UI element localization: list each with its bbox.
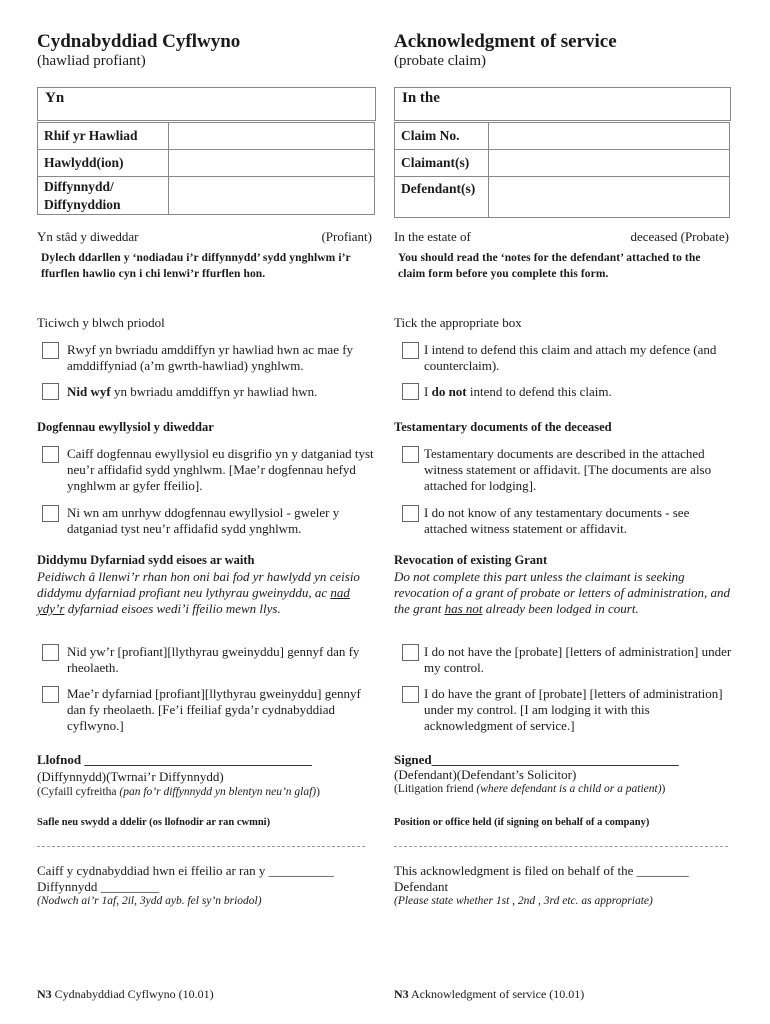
court-field-english[interactable] [394, 87, 731, 121]
not-defend-rest-english: intend to defend this claim. [466, 384, 612, 399]
filed-line1-welsh[interactable]: Caiff y cydnabyddiad hwn ei ffeilio ar ran y __________ [37, 863, 334, 878]
litigation-italic-welsh: (pan fo’r diffynnydd yn blentyn neu’n glaf) [119, 786, 317, 798]
not-defend-bold-welsh: Nid wyf [67, 384, 111, 399]
footer-code-welsh: N3 [37, 987, 52, 1001]
court-label-welsh: Yn [45, 90, 65, 106]
grant-option1-welsh: Nid yw’r [profiant][llythyrau gweinyddu] gennyf dan fy rheolaeth. [67, 644, 360, 675]
docs-option2-checkbox-english[interactable] [402, 505, 419, 522]
docs-option2-english: I do not know of any testamentary documents - see attached witness statement or affidavit. [424, 505, 690, 536]
claim-no-field-welsh[interactable] [169, 123, 375, 150]
estate-right-welsh: (Profiant) [321, 229, 372, 244]
estate-left-english: In the estate of [394, 229, 471, 244]
parties-table-welsh [37, 122, 375, 215]
signed-sub-english: (Defendant)(Defendant’s Solicitor) [394, 767, 577, 782]
not-defend-checkbox-english[interactable] [402, 383, 419, 400]
litigation-plain-english: (Litigation friend [394, 783, 477, 795]
footer-text-welsh: Cydnabyddiad Cyflwyno (10.01) [51, 987, 214, 1001]
filed-line2-welsh[interactable]: Diffynnydd _________ [37, 879, 160, 894]
notes-instruction-welsh: Dylech ddarllen y ‘nodiadau i’r diffynnydd’ sydd ynghlwm i’r ffurflen hawlio cyn i chi lenwi’r ffurflen hon. [41, 252, 351, 280]
defendants-field-english[interactable] [489, 177, 730, 218]
grant-option1-checkbox-welsh[interactable] [42, 644, 59, 661]
litigation-close-english: ) [661, 783, 666, 795]
defend-checkbox-welsh[interactable] [42, 342, 59, 359]
defendants-label-welsh-line1: Diffynnydd/ [44, 178, 114, 194]
estate-left-welsh: Yn stâd y diweddar [37, 229, 139, 244]
form-subtitle-english: (probate claim) [394, 53, 487, 69]
docs-option1-checkbox-english[interactable] [402, 446, 419, 463]
docs-option1-welsh: Caiff dogfennau ewyllysiol eu disgrifio yn y datganiad tyst neu’r affidafid sydd ynghlwm. [Mae’r dogfennau hefyd ynghlwm ar gyfer ffeilio]. [67, 446, 374, 493]
position-label-welsh: Safle neu swydd a ddelir (os llofnodir ar ran cwmni) [37, 817, 271, 828]
revocation-underlined-english: has not [444, 601, 483, 616]
grant-option1-checkbox-english[interactable] [402, 644, 419, 661]
revocation-text-2-welsh: dyfarniad eisoes wedi’i ffeilio mewn llys. [64, 601, 281, 616]
grant-option2-welsh: Mae’r dyfarniad [profiant][llythyrau gweinyddu] gennyf dan fy rheolaeth. [Fe’i ffeiliaf gyda’r cydnabyddiad cyflwyno.] [67, 686, 361, 733]
position-field-welsh[interactable] [37, 846, 365, 847]
litigation-friend-english [394, 783, 665, 795]
grant-option2-english: I do have the grant of [probate] [letters of administration] under my control. [I am lodging it with this acknowledgment of service.] [424, 686, 723, 733]
claimants-field-welsh[interactable] [169, 150, 375, 177]
claim-no-label-welsh: Rhif yr Hawliad [38, 123, 169, 150]
grant-option2-checkbox-english[interactable] [402, 686, 419, 703]
revocation-instruction-welsh [37, 569, 377, 617]
docs-heading-english: Testamentary documents of the deceased [394, 420, 612, 434]
defendants-field-welsh[interactable] [169, 177, 375, 215]
filed-line1-english[interactable]: This acknowledgment is filed on behalf of the ________ [394, 863, 689, 878]
revocation-underlined-welsh: nad ydy’r [37, 585, 350, 616]
docs-option2-welsh: Ni wn am unrhyw ddogfennau ewyllysiol - gweler y datganiad tyst neu’r affidafid sydd ynghlwm. [67, 505, 340, 536]
form-title-english: Acknowledgment of service [394, 31, 617, 52]
docs-heading-welsh: Dogfennau ewyllysiol y diweddar [37, 420, 214, 434]
not-defend-option-welsh [67, 384, 377, 400]
footer-english [394, 987, 584, 1002]
revocation-text-1-welsh: Peidiwch â llenwi’r rhan hon oni bai fod yr hawlydd yn ceisio diddymu dyfarniad profiant neu lythyrau gweinyddu, ac [37, 569, 360, 600]
defendants-label-welsh [38, 177, 169, 215]
filed-note-english: (Please state whether 1st , 2nd , 3rd etc. as appropriate) [394, 895, 653, 907]
tick-intro-english: Tick the appropriate box [394, 315, 522, 330]
footer-text-english: Acknowledgment of service (10.01) [408, 987, 585, 1001]
position-label-english: Position or office held (if signing on behalf of a company) [394, 817, 650, 828]
form-title-welsh: Cydnabyddiad Cyflwyno [37, 31, 241, 52]
filed-note-welsh: (Nodwch ai’r 1af, 2il, 3ydd ayb. fel sy’n briodol) [37, 895, 262, 907]
revocation-text-2-english: already been lodged in court. [482, 601, 639, 616]
revocation-instruction-english [394, 569, 734, 617]
not-defend-option-english [424, 384, 734, 400]
estate-line-welsh [37, 229, 372, 245]
signed-sub-welsh: (Diffynnydd)(Twrnai’r Diffynnydd) [37, 769, 224, 784]
position-field-english[interactable] [394, 846, 728, 847]
defendants-label-english: Defendant(s) [395, 177, 489, 218]
defendants-label-welsh-line2: Diffynyddion [44, 196, 121, 212]
grant-option2-checkbox-welsh[interactable] [42, 686, 59, 703]
litigation-close-welsh: ) [316, 786, 320, 798]
docs-option2-checkbox-welsh[interactable] [42, 505, 59, 522]
defend-option-english: I intend to defend this claim and attach my defence (and counterclaim). [424, 342, 717, 373]
court-field-welsh[interactable] [37, 87, 376, 121]
revocation-heading-english: Revocation of existing Grant [394, 553, 548, 567]
footer-code-english: N3 [394, 987, 409, 1001]
not-defend-pre-english: I [424, 384, 432, 399]
claim-no-label-english: Claim No. [395, 123, 489, 150]
litigation-friend-welsh [37, 786, 320, 798]
litigation-plain-welsh: (Cyfaill cyfreitha [37, 786, 120, 798]
docs-option1-checkbox-welsh[interactable] [42, 446, 59, 463]
claimants-label-welsh: Hawlydd(ion) [38, 150, 169, 177]
form-subtitle-welsh: (hawliad profiant) [37, 53, 146, 69]
tick-intro-welsh: Ticiwch y blwch priodol [37, 315, 165, 330]
docs-option1-english: Testamentary documents are described in the attached witness statement or affidavit. [The documents are also attached for lodging]. [424, 446, 712, 493]
notes-instruction-english: You should read the ‘notes for the defendant’ attached to the claim form before you complete this form. [398, 252, 701, 280]
signed-line-english[interactable]: Signed______________________________________ [394, 752, 679, 767]
filed-line2-english: Defendant [394, 879, 449, 894]
revocation-text-1-english: Do not complete this part unless the claimant is seeking revocation of a grant of probate or letters of administration, and the grant [394, 569, 730, 616]
estate-right-english: deceased (Probate) [630, 229, 729, 244]
parties-table-english [394, 122, 730, 218]
litigation-italic-english: (where defendant is a child or a patient) [476, 783, 662, 795]
not-defend-rest-welsh: yn bwriadu amddiffyn yr hawliad hwn. [110, 384, 318, 399]
estate-line-english [394, 229, 729, 245]
defend-checkbox-english[interactable] [402, 342, 419, 359]
signed-line-welsh[interactable]: Llofnod ___________________________________ [37, 752, 312, 767]
not-defend-checkbox-welsh[interactable] [42, 383, 59, 400]
not-defend-bold-english: do not [431, 384, 467, 399]
defend-option-welsh: Rwyf yn bwriadu amddiffyn yr hawliad hwn ac mae fy amddiffyniad (a’m gwrth-hawliad) ynghlwm. [67, 342, 354, 373]
footer-welsh [37, 987, 214, 1002]
claim-no-field-english[interactable] [489, 123, 730, 150]
court-label-english: In the [402, 90, 440, 106]
claimants-label-english: Claimant(s) [395, 150, 489, 177]
revocation-heading-welsh: Diddymu Dyfarniad sydd eisoes ar waith [37, 553, 255, 567]
claimants-field-english[interactable] [489, 150, 730, 177]
grant-option1-english: I do not have the [probate] [letters of administration] under my control. [424, 644, 732, 675]
